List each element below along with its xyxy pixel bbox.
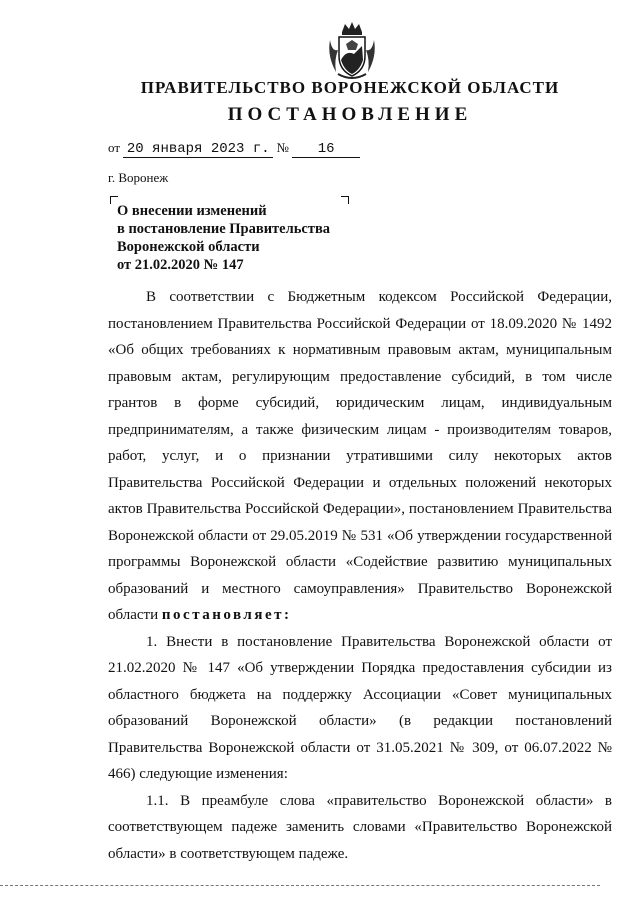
subject-corner-right [341,196,349,204]
subject-line: от 21.02.2020 № 147 [117,257,244,273]
document-subject [117,202,330,274]
document-body [108,284,612,867]
paragraph-item-1-1: 1.1. В преамбуле слова «правительство Воронежской области» в соответствующем падеже заменить словами «Правительство Воронежской области» в соответствующем падеже. [108,792,612,862]
document-number: 16 [292,141,360,158]
preamble-text: В соответствии с Бюджетным кодексом Российской Федерации, постановлением Правительства Российской Федерации от 18.09.2020 № 1492 «Об общих требованиях к нормативным правовым актам, муниципальным правовым актам, регулирующим предоставление субсидий, в том числе грантов в форме субсидий, юридическим лицам, индивидуальным предпринимателям, а также физическим лицам - производителям товаров, работ, услуг, и о признании утратившими силу некоторых актов Правительства Российской Федерации и отдельных положений некоторых актов Правительства Российской Федерации», постановлением Правительства Воронежской области от 29.05.2019 № 531 «Об утверждении государственной программы Воронежской области «Содействие развитию муниципальных образований и местного самоуправления» Правительство Воронежской области [108,289,612,623]
page-bottom-divider [0,885,600,886]
coat-of-arms-icon [326,20,378,80]
date-prefix: от [108,140,121,155]
city: г. Воронеж [108,170,169,185]
decree-word: постановляет: [161,607,292,623]
government-title: ПРАВИТЕЛЬСТВО ВОРОНЕЖСКОЙ ОБЛАСТИ [140,78,560,97]
subject-line: О внесении изменений [117,203,267,219]
date-number-line [108,140,360,158]
document-type: ПОСТАНОВЛЕНИЕ [227,104,473,125]
subject-line: в постановление Правительства [117,221,331,237]
number-prefix: № [276,140,289,155]
paragraph-item-1: 1. Внести в постановление Правительства Воронежской области от 21.02.2020 № 147 «Об утверждении Порядка предоставления субсидии из областного бюджета на поддержку Ассоциации «Совет муниципальных образований Воронежской области» (в редакции постановлений Правительства Воронежской области от 31.05.2021 № 309, от 06.07.2022 № 466) следующие изменения: [108,633,612,782]
subject-line: Воронежской области [117,239,260,255]
paragraph-preamble [108,284,612,629]
document-date: 20 января 2023 г. [123,141,273,158]
